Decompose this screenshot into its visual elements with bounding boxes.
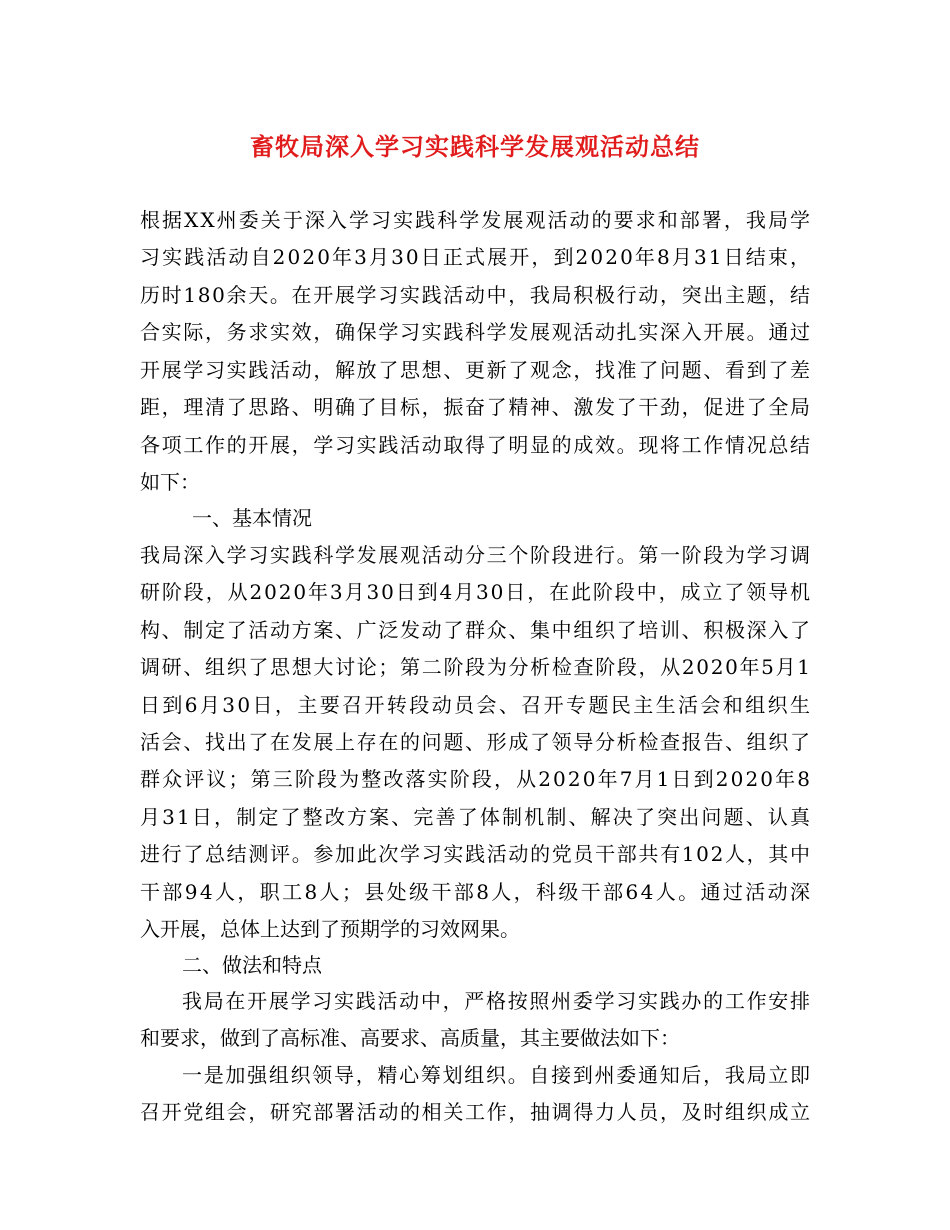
body-line: 干部94人，职工8人；县处级干部8人，科级干部64人。通过活动深 bbox=[140, 880, 813, 904]
body-line: 合实际，务求实效，确保学习实践科学发展观活动扎实深入开展。通过 bbox=[140, 320, 812, 344]
body-line: 一是加强组织领导，精心筹划组织。自接到州委通知后，我局立即 bbox=[182, 1063, 812, 1087]
body-line: 距，理清了思路、明确了目标，振奋了精神、激发了干劲，促进了全局 bbox=[140, 395, 812, 419]
body-line: 调研、组织了思想大讨论；第二阶段为分析检查阶段，从2020年5月1 bbox=[140, 655, 812, 679]
body-line: 月31日，制定了整改方案、完善了体制机制、解决了突出问题、认真 bbox=[140, 805, 813, 829]
body-line: 习实践活动自2020年3月30日正式展开，到2020年8月31日结束， bbox=[140, 245, 813, 269]
body-line: 如下： bbox=[140, 470, 200, 494]
body-line: 我局在开展学习实践活动中，严格按照州委学习实践办的工作安排 bbox=[182, 989, 812, 1013]
body-line: 历时180余天。在开展学习实践活动中，我局积极行动，突出主题，结 bbox=[140, 283, 812, 307]
body-line: 一、基本情况 bbox=[192, 506, 312, 530]
body-line: 进行了总结测评。参加此次学习实践活动的党员干部共有102人，其中 bbox=[140, 842, 812, 866]
body-line: 日到6月30日，主要召开转段动员会、召开专题民主生活会和组织生 bbox=[140, 693, 813, 717]
body-line: 开展学习实践活动，解放了思想、更新了观念，找准了问题、看到了差 bbox=[140, 358, 812, 382]
body-line: 和要求，做到了高标准、高要求、高质量，其主要做法如下： bbox=[140, 1026, 680, 1050]
body-line: 召开党组会，研究部署活动的相关工作，抽调得力人员，及时组织成立 bbox=[140, 1100, 812, 1124]
body-line: 各项工作的开展，学习实践活动取得了明显的成效。现将工作情况总结 bbox=[140, 433, 812, 457]
body-line: 研阶段，从2020年3月30日到4月30日，在此阶段中，成立了领导机 bbox=[140, 580, 812, 604]
body-line: 群众评议；第三阶段为整改落实阶段，从2020年7月1日到2020年8 bbox=[140, 767, 813, 791]
body-line: 二、做法和特点 bbox=[182, 953, 322, 977]
body-line: 根据XX州委关于深入学习实践科学发展观活动的要求和部署，我局学 bbox=[140, 208, 813, 232]
body-line: 构、制定了活动方案、广泛发动了群众、集中组织了培训、积极深入了 bbox=[140, 618, 812, 642]
body-line: 活会、找出了在发展上存在的问题、形成了领导分析检查报告、组织了 bbox=[140, 730, 812, 754]
body-line: 入开展，总体上达到了预期学的习效网果。 bbox=[140, 917, 520, 941]
document-title: 畜牧局深入学习实践科学发展观活动总结 bbox=[250, 133, 700, 161]
body-line: 我局深入学习实践科学发展观活动分三个阶段进行。第一阶段为学习调 bbox=[140, 543, 812, 567]
